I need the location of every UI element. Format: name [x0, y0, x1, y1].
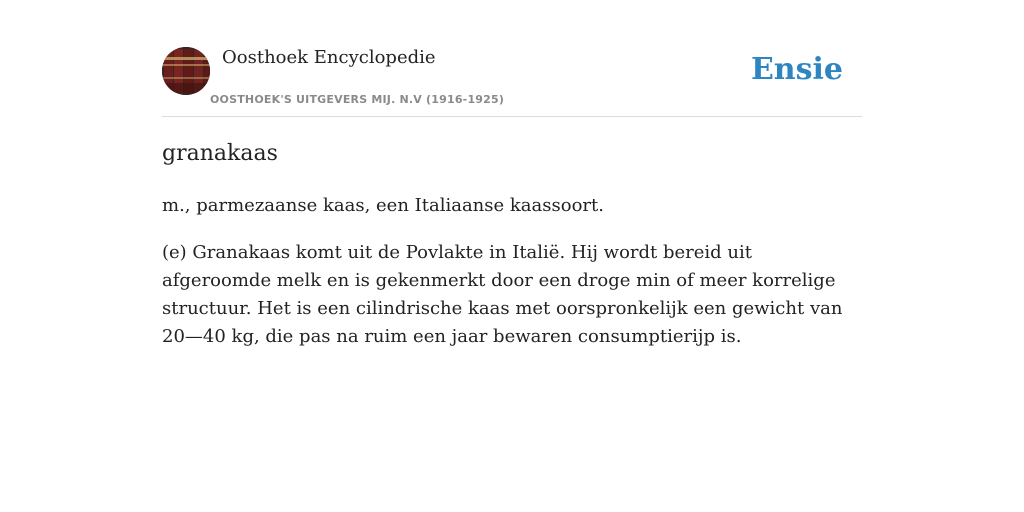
publisher-subtitle: OOSTHOEK'S UITGEVERS MIJ. N.V (1916-1925) — [210, 93, 505, 106]
entry-content — [162, 138, 862, 351]
site-header — [162, 46, 862, 117]
entry-title: granakaas — [162, 141, 278, 166]
entry-description: (e) Granakaas komt uit de Povlakte in Italië. Hij wordt bereid uit afgeroomde melk en is gekenmerkt door een droge min of meer korrelige structuur. Het is een cilindrische kaas met oorspronkelijk een gewicht van 20—40 kg, die pas na ruim een jaar bewaren consumptierijp is. — [162, 242, 843, 347]
site-title[interactable]: Oosthoek Encyclopedie — [222, 47, 436, 68]
ensie-logo-link[interactable]: Ensie — [750, 52, 843, 87]
entry-definition: m., parmezaanse kaas, een Italiaanse kaassoort. — [162, 195, 604, 216]
encyclopedia-books-icon[interactable] — [162, 47, 210, 95]
